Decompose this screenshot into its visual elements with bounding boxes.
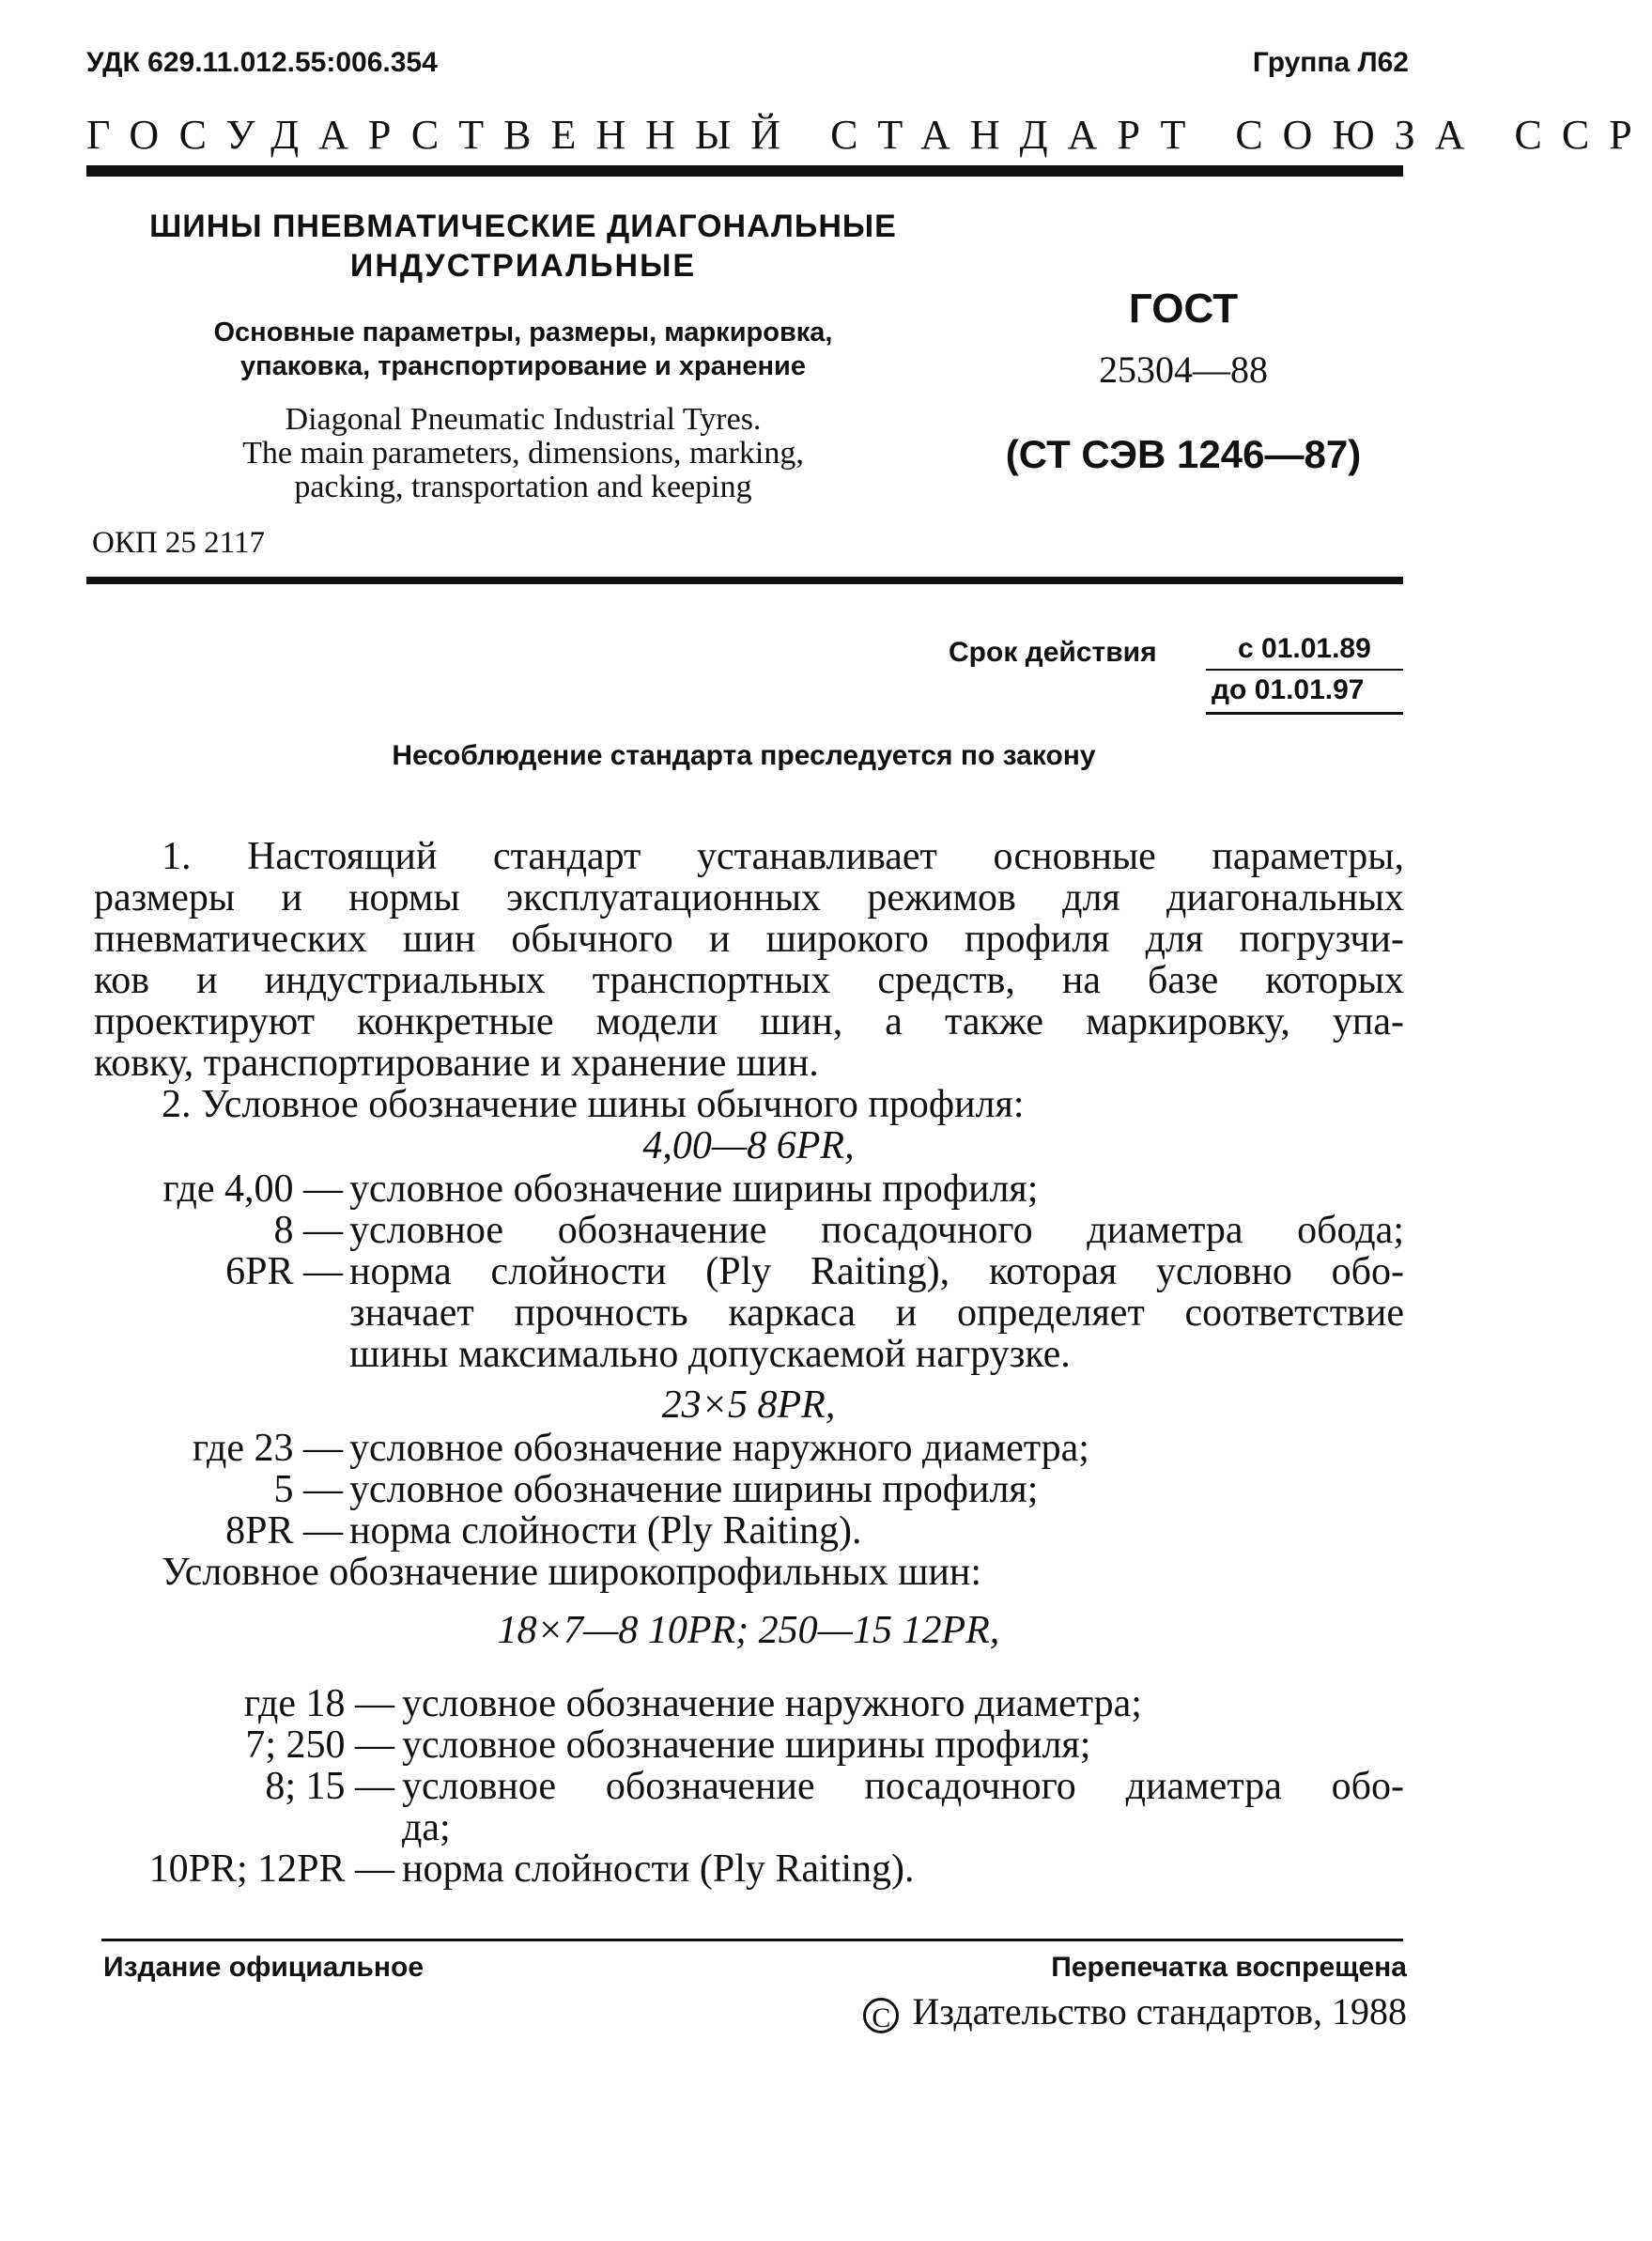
paragraph-1-line: проектируют конкретные модели шин, а также маркировку, упа- xyxy=(94,1000,1404,1043)
definition-text: условное обозначение наружного диаметра; xyxy=(349,1427,1089,1470)
gost-number: 25304—88 xyxy=(1099,348,1268,391)
copyright-line xyxy=(863,1989,1407,2033)
definition-label: 8 — xyxy=(273,1209,343,1252)
legal-warning: Несоблюдение стандарта преследуется по закону xyxy=(392,740,1096,771)
definition-label: 8; 15 — xyxy=(265,1765,394,1808)
top-thick-rule xyxy=(86,165,1403,177)
copyright-icon: C xyxy=(863,1998,899,2033)
okp-code: ОКП 25 2117 xyxy=(92,526,265,560)
definition-text: условное обозначение ширины профиля; xyxy=(402,1723,1091,1767)
title-line-1: ШИНЫ ПНЕВМАТИЧЕСКИЕ ДИАГОНАЛЬНЫЕ xyxy=(149,209,897,244)
validity-underline xyxy=(1206,712,1403,715)
definition-text: условное обозначение ширины профиля; xyxy=(349,1468,1039,1511)
subtitle-line-1: Основные параметры, размеры, маркировка, xyxy=(213,317,833,348)
definition-text: условное обозначение посадочного диаметра обо- xyxy=(402,1765,1404,1808)
validity-label: Срок действия xyxy=(949,637,1157,668)
subtitle-line-2: упаковка, транспортирование и хранение xyxy=(240,351,806,381)
title-line-2: ИНДУСТРИАЛЬНЫЕ xyxy=(349,248,697,284)
definition-label: где 23 — xyxy=(192,1427,343,1470)
formula-3: 18×7—8 10PR; 250—15 12PR, xyxy=(497,1609,1000,1652)
definition-text: норма слойности (Ply Raiting), которая условно обо- xyxy=(349,1250,1404,1293)
paragraph-1-line: пневматических шин обычного и широкого профиля для погрузчи- xyxy=(94,918,1404,961)
definition-label: 5 — xyxy=(273,1468,343,1511)
definition-label: где 18 — xyxy=(243,1682,394,1725)
definition-continuation: да; xyxy=(402,1806,451,1849)
definition-continuation: шины максимально допускаемой нагрузке. xyxy=(349,1333,1071,1376)
definition-text: условное обозначение наружного диаметра; xyxy=(402,1682,1142,1725)
group-code: Группа Л62 xyxy=(1252,47,1409,78)
validity-to: до 01.01.97 xyxy=(1212,674,1365,705)
paragraph-1-line: размеры и нормы эксплуатационных режимов для диагональных xyxy=(94,876,1404,920)
paragraph-2: 2. Условное обозначение шины обычного профиля: xyxy=(162,1083,1025,1126)
footer-rule xyxy=(101,1939,1403,1941)
gost-label: ГОСТ xyxy=(1128,286,1239,332)
definition-label: 7; 250 — xyxy=(245,1723,394,1767)
official-edition-label: Издание официальное xyxy=(103,1952,425,1983)
definition-label: 10PR; 12PR — xyxy=(148,1847,394,1891)
formula-1: 4,00—8 6PR, xyxy=(642,1124,855,1167)
st-sev-number: (СТ СЭВ 1246—87) xyxy=(1005,432,1362,476)
paragraph-1-line: ковку, транспортирование и хранение шин. xyxy=(94,1042,819,1085)
copyright-text: Издательство стандартов, 1988 xyxy=(912,1990,1407,2032)
paragraph-1-line: ков и индустриальных транспортных средств, на базе которых xyxy=(94,959,1404,1002)
definition-text: норма слойности (Ply Raiting). xyxy=(402,1847,915,1891)
validity-separator xyxy=(1206,669,1403,671)
paragraph-3: Условное обозначение широкопрофильных шин: xyxy=(162,1551,982,1594)
reprint-prohibited-label: Перепечатка воспрещена xyxy=(1051,1952,1407,1983)
state-standard-heading: ГОСУДАРСТВЕННЫЙ СТАНДАРТ СОЮЗА ССР xyxy=(86,112,1652,158)
definition-text: условное обозначение ширины профиля; xyxy=(349,1167,1039,1211)
definition-continuation: значает прочность каркаса и определяет соответствие xyxy=(349,1291,1404,1335)
udk-code: УДК 629.11.012.55:006.354 xyxy=(86,47,438,78)
definition-label: 8PR — xyxy=(225,1509,343,1553)
title-bottom-rule xyxy=(86,577,1403,584)
english-title-line-1: Diagonal Pneumatic Industrial Tyres. xyxy=(285,402,762,437)
english-title-line-2: The main parameters, dimensions, marking, xyxy=(242,436,804,471)
validity-from: с 01.01.89 xyxy=(1238,633,1371,664)
formula-2: 23×5 8PR, xyxy=(661,1383,836,1427)
definition-text: условное обозначение посадочного диаметра обода; xyxy=(349,1209,1404,1252)
paragraph-1-line: 1. Настоящий стандарт устанавливает основные параметры, xyxy=(162,835,1404,878)
definition-label: где 4,00 — xyxy=(162,1167,343,1211)
english-title-line-3: packing, transportation and keeping xyxy=(294,470,752,504)
definition-text: норма слойности (Ply Raiting). xyxy=(349,1509,862,1553)
definition-label: 6PR — xyxy=(225,1250,343,1293)
